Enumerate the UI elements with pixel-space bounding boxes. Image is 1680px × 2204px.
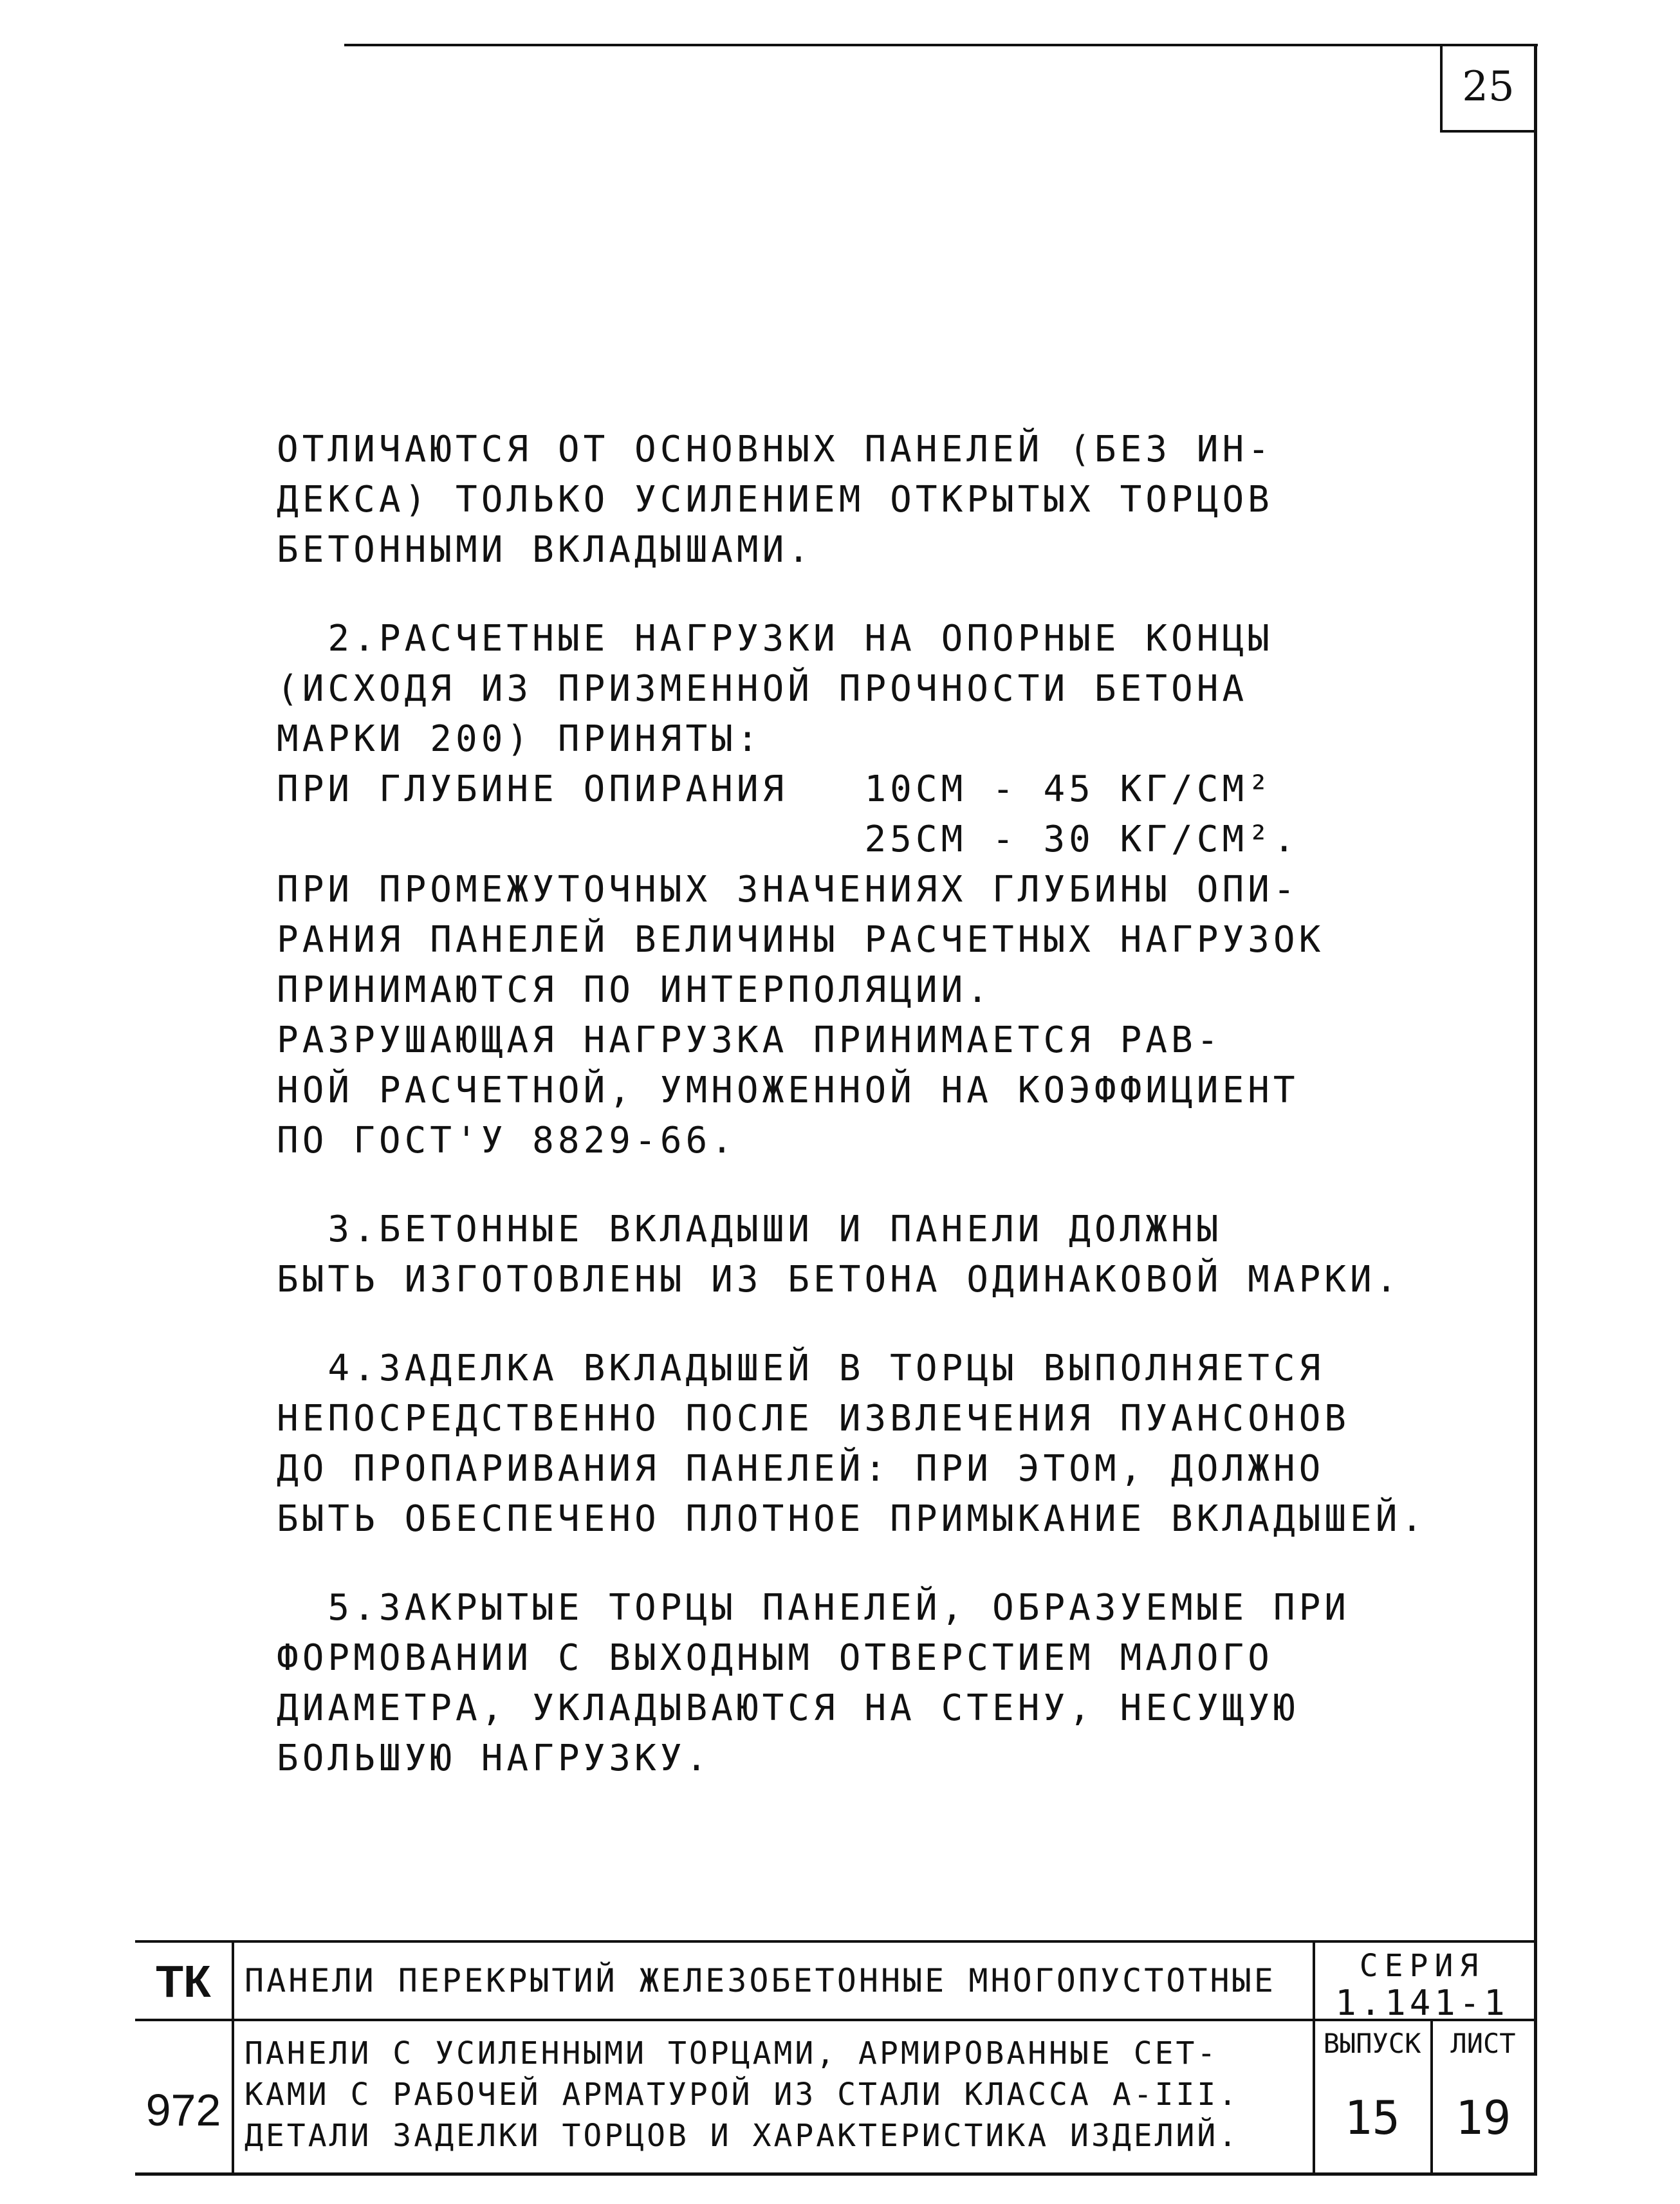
text-line: ДО ПРОПАРИВАНИЯ ПАНЕЛЕЙ: ПРИ ЭТОМ, ДОЛЖНО [277,1448,1325,1490]
sheet-value: 19 [1455,2091,1511,2145]
title-block-title: ПАНЕЛИ ПЕРЕКРЫТИЙ ЖЕЛЕЗОБЕТОННЫЕ МНОГОПУСТОТНЫЕ [245,1962,1276,1999]
text-line: (ИСХОДЯ ИЗ ПРИЗМЕННОЙ ПРОЧНОСТИ БЕТОНА [277,668,1248,710]
text-line: РАЗРУШАЮЩАЯ НАГРУЗКА ПРИНИМАЕТСЯ РАВ- [277,1019,1223,1061]
text-line: ПО ГОСТ'У 8829-66. [277,1120,737,1162]
text-line: НЕПОСРЕДСТВЕННО ПОСЛЕ ИЗВЛЕЧЕНИЯ ПУАНСОНОВ [277,1398,1351,1440]
text-line: БЫТЬ ИЗГОТОВЛЕНЫ ИЗ БЕТОНА ОДИНАКОВОЙ МАРКИ. [277,1259,1401,1301]
paragraph-1 [277,425,1486,575]
text-line: БЕТОННЫМИ ВКЛАДЫШАМИ. [277,529,814,571]
title-block-divider [232,1943,234,2172]
issue-value: 15 [1344,2091,1400,2145]
series-label: СЕРИЯ [1359,1948,1485,1984]
title-block [135,1940,1535,2176]
text-line: МАРКИ 200) ПРИНЯТЫ: [277,718,762,760]
text-line: НОЙ РАСЧЕТНОЙ, УМНОЖЕННОЙ НА КОЭФФИЦИЕНТ [277,1070,1299,1111]
paragraph-5 [277,1583,1486,1784]
paragraph-2 [277,614,1486,1166]
text-line: 3.БЕТОННЫЕ ВКЛАДЫШИ И ПАНЕЛИ ДОЛЖНЫ [277,1208,1223,1250]
text-line: БОЛЬШУЮ НАГРУЗКУ. [277,1737,712,1779]
text-line: РАНИЯ ПАНЕЛЕЙ ВЕЛИЧИНЫ РАСЧЕТНЫХ НАГРУЗОК [277,919,1325,961]
document-code: 972 [145,2085,221,2135]
text-line: 2.РАСЧЕТНЫЕ НАГРУЗКИ НА ОПОРНЫЕ КОНЦЫ [277,618,1273,660]
text-line: ФОРМОВАНИИ С ВЫХОДНЫМ ОТВЕРСТИЕМ МАЛОГО [277,1637,1273,1679]
text-line: ДИАМЕТРА, УКЛАДЫВАЮТСЯ НА СТЕНУ, НЕСУЩУЮ [277,1687,1299,1729]
right-frame-line [1534,44,1537,2176]
description-line: КАМИ С РАБОЧЕЙ АРМАТУРОЙ ИЗ СТАЛИ КЛАССА А-III. [245,2077,1240,2113]
text-line: ПРИ ГЛУБИНЕ ОПИРАНИЯ 10СМ - 45 КГ/СМ² [277,768,1273,810]
issue-label: ВЫПУСК [1323,2028,1421,2059]
tk-label: ТК [156,1956,211,2006]
text-line: ОТЛИЧАЮТСЯ ОТ ОСНОВНЫХ ПАНЕЛЕЙ (БЕЗ ИН- [277,429,1273,470]
paragraph-3 [277,1205,1486,1305]
text-line: ДЕКСА) ТОЛЬКО УСИЛЕНИЕМ ОТКРЫТЫХ ТОРЦОВ [277,479,1273,521]
text-line: БЫТЬ ОБЕСПЕЧЕНО ПЛОТНОЕ ПРИМЫКАНИЕ ВКЛАДЫШЕЙ. [277,1498,1427,1540]
text-line: ПРИНИМАЮТСЯ ПО ИНТЕРПОЛЯЦИИ. [277,969,993,1011]
top-frame-line [344,44,1538,46]
sheet-label: ЛИСТ [1450,2028,1516,2059]
body-text [277,425,1486,1784]
series-value: 1.141-1 [1335,1983,1509,2023]
description-line: ДЕТАЛИ ЗАДЕЛКИ ТОРЦОВ И ХАРАКТЕРИСТИКА ИЗДЕЛИЙ. [245,2118,1240,2154]
description-line: ПАНЕЛИ С УСИЛЕННЫМИ ТОРЦАМИ, АРМИРОВАННЫЕ СЕТ- [245,2035,1219,2071]
text-line: 4.ЗАДЕЛКА ВКЛАДЫШЕЙ В ТОРЦЫ ВЫПОЛНЯЕТСЯ [277,1347,1325,1389]
page-number: 25 [1440,44,1534,133]
text-line: 5.ЗАКРЫТЫЕ ТОРЦЫ ПАНЕЛЕЙ, ОБРАЗУЕМЫЕ ПРИ [277,1587,1351,1629]
title-block-description [245,2033,1435,2156]
text-line: ПРИ ПРОМЕЖУТОЧНЫХ ЗНАЧЕНИЯХ ГЛУБИНЫ ОПИ- [277,869,1299,911]
text-line: 25СМ - 30 КГ/СМ². [277,819,1299,860]
paragraph-4 [277,1344,1486,1544]
